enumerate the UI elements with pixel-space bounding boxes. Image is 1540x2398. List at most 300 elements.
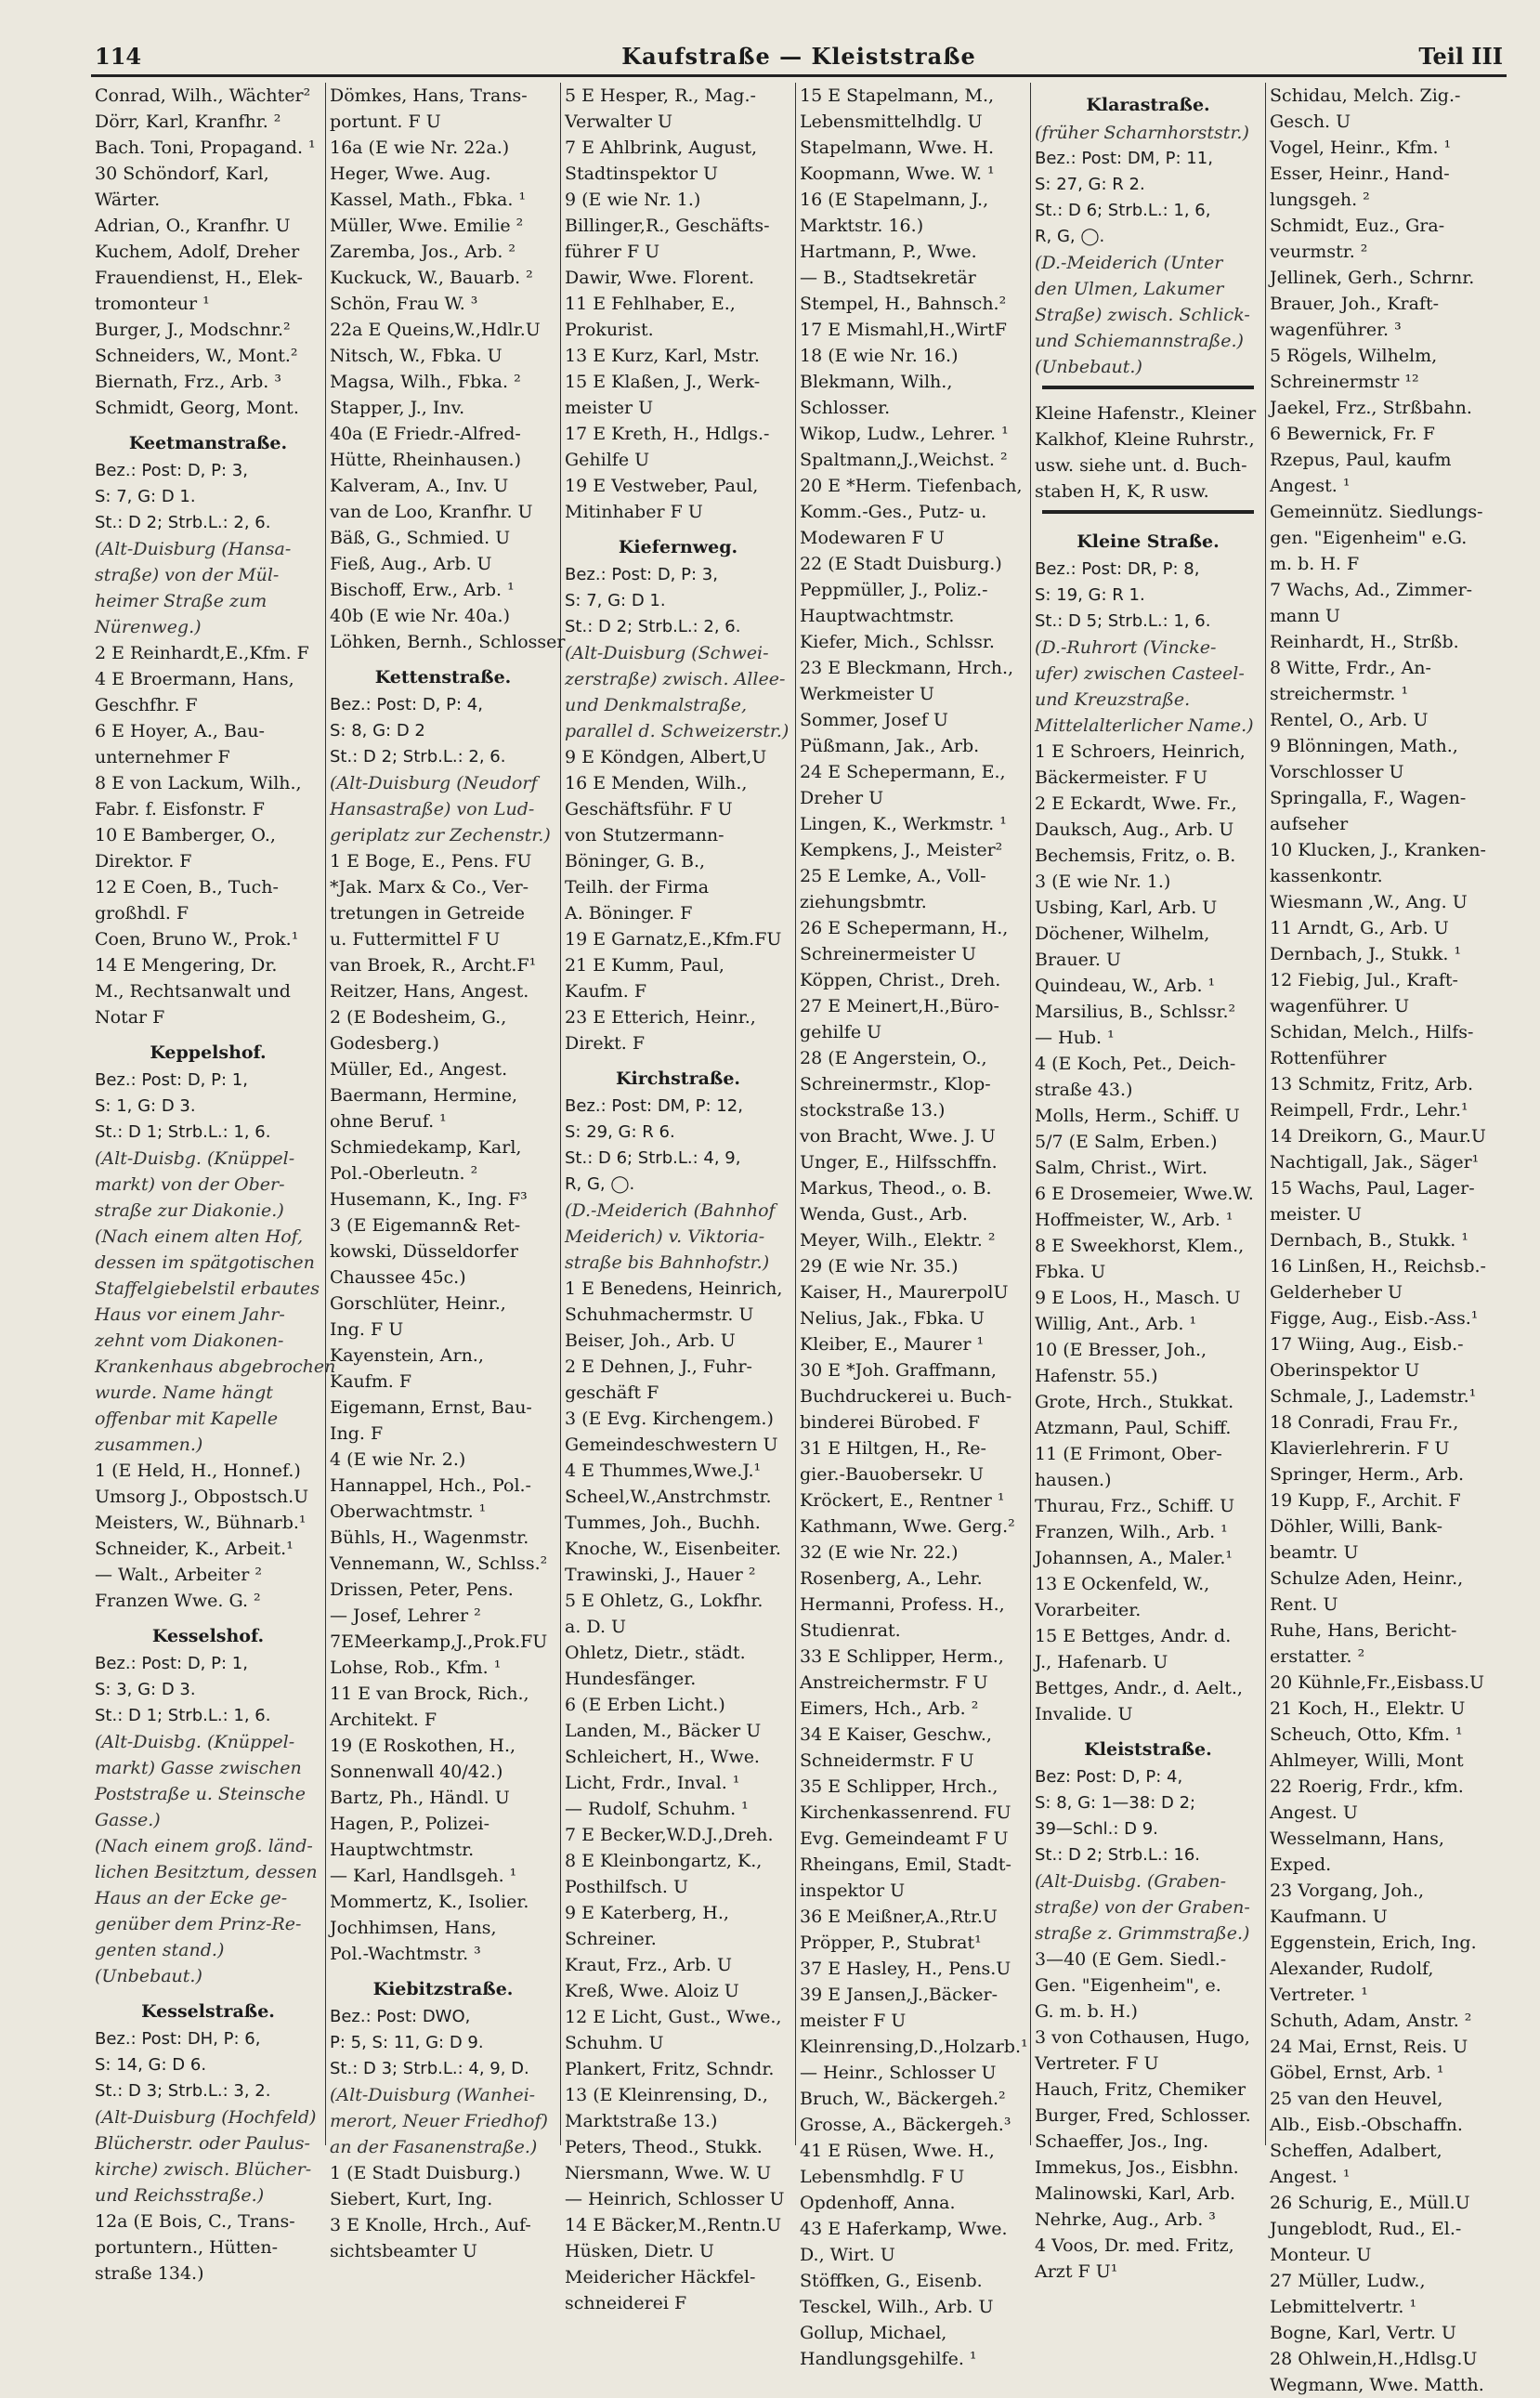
directory-entry: G. m. b. H.) — [1035, 2001, 1138, 2022]
directory-entry: 12 Fiebig, Jul., Kraft- — [1270, 970, 1458, 990]
directory-entry: 6 Bewernick, Fr. F — [1270, 424, 1435, 444]
directory-entry: tromonteur ¹ — [95, 294, 210, 314]
street-note: (Alt-Duisburg (Hansa- — [95, 539, 292, 559]
directory-entry: Werkmeister U — [800, 684, 934, 704]
directory-entry: 10 (E Bresser, Joh., — [1035, 1340, 1207, 1360]
directory-entry: Coen, Bruno W., Prok.¹ — [95, 929, 299, 950]
directory-entry: Stöffken, G., Eisenb. — [800, 2271, 983, 2291]
directory-entry: 37 E Hasley, H., Pens.U — [800, 1959, 1011, 1979]
directory-entry: 4 E Broermann, Hans, — [95, 669, 294, 689]
district-info: St.: D 1; Strb.L.: 1, 6. — [95, 1706, 271, 1725]
directory-entry: 33 E Schlipper, Herm., — [800, 1646, 1004, 1667]
directory-entry: Bischoff, Erw., Arb. ¹ — [330, 580, 515, 600]
directory-entry: Marktstraße 13.) — [565, 2111, 718, 2131]
directory-entry: Hauch, Fritz, Chemiker — [1035, 2079, 1246, 2100]
street-note: genüber dem Prinz-Re- — [95, 1914, 302, 1934]
directory-entry: gier.-Bauobersekr. U — [800, 1464, 984, 1485]
directory-entry: Kuchem, Adolf, Dreher — [95, 242, 300, 262]
directory-entry: kassenkontr. — [1270, 866, 1383, 886]
directory-entry: van de Loo, Kranfhr. U — [330, 502, 533, 522]
directory-entry: 3 (E wie Nr. 1.) — [1035, 871, 1171, 892]
column-3 — [561, 83, 796, 2313]
directory-entry: Burger, J., Modschnr.² — [95, 320, 291, 340]
directory-entry: Ahlmeyer, Willi, Mont — [1270, 1750, 1464, 1771]
directory-entry: Jochhimsen, Hans, — [330, 1918, 497, 1938]
directory-entry: Franzen Wwe. G. ² — [95, 1591, 261, 1611]
directory-entry: 35 E Schlipper, Hrch., — [800, 1776, 998, 1797]
directory-entry: 27 E Meinert,H.,Büro- — [800, 996, 999, 1016]
directory-entry: Bäckermeister. F U — [1035, 767, 1208, 788]
directory-entry: 1 E Schroers, Heinrich, — [1035, 741, 1246, 762]
section-divider — [1042, 510, 1254, 519]
directory-entry: Siebert, Kurt, Ing. — [330, 2189, 493, 2209]
street-note: straße bis Bahnhofstr.) — [565, 1252, 770, 1273]
directory-entry: Verwalter U — [565, 111, 672, 132]
directory-entry: Schön, Frau W. ³ — [330, 294, 478, 314]
directory-entry: Dauksch, Aug., Arb. U — [1035, 819, 1234, 840]
directory-entry: Oberinspektor U — [1270, 1360, 1420, 1381]
directory-entry: Schidan, Melch., Hilfs- — [1270, 1022, 1474, 1042]
directory-entry: Dömkes, Hans, Trans- — [330, 85, 528, 106]
directory-entry: Böninger, G. B., — [565, 851, 706, 871]
directory-entry: Angest. ¹ — [1270, 476, 1351, 496]
directory-entry: Dörr, Karl, Kranfhr. ² — [95, 111, 281, 132]
directory-entry: Niersmann, Wwe. W. U — [565, 2163, 772, 2183]
directory-entry: Rottenführer — [1270, 1048, 1387, 1068]
column-2 — [326, 83, 566, 2261]
district-info: S: 8, G: D 2 — [330, 721, 425, 740]
directory-entry: Marktstr. 16.) — [800, 216, 924, 236]
directory-entry: 30 E *Joh. Graffmann, — [800, 1360, 997, 1381]
directory-entry: Wärter. — [95, 190, 161, 210]
directory-entry: Chaussee 45c.) — [330, 1267, 466, 1288]
directory-entry: Schreinermeister U — [800, 944, 976, 964]
directory-entry: 18 Conradi, Frau Fr., — [1270, 1412, 1459, 1433]
directory-entry: Hundesfänger. — [565, 1669, 697, 1689]
directory-entry: — Heinr., Schlosser U — [800, 2063, 997, 2083]
directory-entry: Bechemsis, Fritz, o. B. — [1035, 845, 1236, 866]
directory-entry: Kröckert, E., Rentner ¹ — [800, 1490, 1005, 1511]
directory-entry: Plankert, Fritz, Schndr. — [565, 2059, 775, 2079]
directory-entry: m. b. H. F — [1270, 554, 1360, 574]
street-note: (Alt-Duisburg (Neudorf — [330, 773, 538, 793]
district-info: Bez.: Post: DM, P: 11, — [1035, 149, 1213, 168]
directory-entry: gen. "Eigenheim" e.G. — [1270, 528, 1468, 548]
directory-entry: Pröpper, P., Stubrat¹ — [800, 1933, 982, 1953]
directory-entry: 19 (E Roskothen, H., — [330, 1736, 516, 1756]
street-note: und Reichsstraße.) — [95, 2185, 265, 2206]
directory-entry: Nachtigall, Jak., Säger¹ — [1270, 1152, 1480, 1173]
street-note: und Schiemannstraße.) — [1035, 331, 1244, 351]
directory-entry: Tesckel, Wilh., Arb. U — [800, 2297, 994, 2317]
directory-entry: Bäß, G., Schmied. U — [330, 528, 511, 548]
directory-entry: Opdenhoff, Anna. — [800, 2193, 956, 2213]
directory-entry: schneiderei F — [565, 2293, 687, 2313]
directory-entry: Schlosser. — [800, 398, 891, 418]
directory-entry: 23 Vorgang, Joh., — [1270, 1880, 1425, 1901]
directory-entry: Willig, Ant., Arb. ¹ — [1035, 1314, 1197, 1334]
directory-entry: Drissen, Peter, Pens. — [330, 1579, 514, 1600]
directory-entry: 4 Voos, Dr. med. Fritz, — [1035, 2235, 1234, 2256]
directory-entry: Lebmittelvertr. ¹ — [1270, 2297, 1417, 2317]
directory-entry: Notar F — [95, 1007, 165, 1028]
directory-entry: Gesch. U — [1270, 111, 1351, 132]
directory-entry: Atzmann, Paul, Schiff. — [1035, 1418, 1232, 1438]
directory-entry: Pol.-Oberleutn. ² — [330, 1163, 478, 1184]
district-info: S: 7, G: D 1. — [95, 487, 196, 506]
directory-entry: meister F U — [800, 2011, 907, 2031]
directory-entry: 15 E Bettges, Andr. d. — [1035, 1626, 1232, 1646]
directory-entry: 28 (E Angerstein, O., — [800, 1048, 987, 1068]
directory-entry: Umsorg J., Obpostsch.U — [95, 1487, 309, 1507]
street-note: Nürenweg.) — [95, 617, 202, 637]
street-heading: Keppelshof. — [150, 1042, 267, 1063]
directory-entry: Springer, Herm., Arb. — [1270, 1464, 1465, 1485]
directory-entry: 19 E Vestweber, Paul, — [565, 476, 759, 496]
directory-entry: Schneiders, W., Mont.² — [95, 346, 298, 366]
directory-entry: — Karl, Handlsgeh. ¹ — [330, 1866, 517, 1886]
directory-entry: 21 Koch, H., Elektr. U — [1270, 1698, 1466, 1719]
directory-entry: Grote, Hrch., Stukkat. — [1035, 1392, 1234, 1412]
directory-entry: meister. U — [1270, 1204, 1363, 1225]
directory-entry: 27 Müller, Ludw., — [1270, 2271, 1426, 2291]
street-note: den Ulmen, Lakumer — [1035, 279, 1224, 299]
directory-entry: tretungen in Getreide — [330, 903, 525, 924]
directory-entry: ziehungsbmtr. — [800, 892, 927, 912]
directory-entry: Reitzer, Hans, Angest. — [330, 981, 529, 1002]
directory-entry: Esser, Heinr., Hand- — [1270, 164, 1450, 184]
directory-entry: Lebensmhdlg. F U — [800, 2167, 965, 2187]
directory-entry: Geschäftsführ. F U — [565, 799, 733, 819]
directory-entry: Sonnenwall 40/42.) — [330, 1762, 503, 1782]
district-info: Bez.: Post: D, P: 3, — [565, 565, 718, 584]
directory-entry: Bühls, H., Wagenmstr. — [330, 1527, 529, 1548]
directory-entry: Hafenstr. 55.) — [1035, 1366, 1158, 1386]
directory-entry: 16 E Menden, Wilh., — [565, 773, 748, 793]
column-4 — [796, 83, 1031, 2369]
section-divider — [1042, 386, 1254, 395]
directory-entry: 1 E Benedens, Heinrich, — [565, 1278, 783, 1299]
directory-entry: 7EMeerkamp,J.,Prok.FU — [330, 1631, 548, 1652]
directory-entry: 9 (E wie Nr. 1.) — [565, 190, 701, 210]
directory-entry: 3 (E Eigemann& Ret- — [330, 1215, 521, 1236]
directory-entry: 4 (E Koch, Pet., Deich- — [1035, 1054, 1236, 1074]
directory-entry: 3—40 (E Gem. Siedl.- — [1035, 1949, 1227, 1970]
directory-entry: Godesberg.) — [330, 1033, 439, 1054]
street-note: offenbar mit Kapelle — [95, 1409, 279, 1429]
directory-entry: Schuhm. U — [565, 2033, 664, 2053]
directory-entry: 6 E Hoyer, A., Bau- — [95, 721, 265, 741]
directory-entry: Tummes, Joh., Buchh. — [565, 1513, 761, 1533]
directory-entry: 23 E Etterich, Heinr., — [565, 1007, 756, 1028]
directory-entry: Vertreter. F U — [1035, 2053, 1159, 2074]
directory-entry: Ruhe, Hans, Bericht- — [1270, 1620, 1457, 1641]
directory-entry: 20 Kühnle,Fr.,Eisbass.U — [1270, 1672, 1485, 1693]
directory-entry: Lebensmittelhdlg. U — [800, 111, 983, 132]
directory-entry: Direkt. F — [565, 1033, 646, 1054]
street-note: geriplatz zur Zechenstr.) — [330, 825, 551, 845]
street-note: zerstraße) zwisch. Allee- — [565, 669, 786, 689]
directory-entry: Schmale, J., Lademstr.¹ — [1270, 1386, 1477, 1407]
directory-entry: Rosenberg, A., Lehr. — [800, 1568, 983, 1589]
directory-entry: Ing. F — [330, 1423, 384, 1444]
directory-entry: Heger, Wwe. Aug. — [330, 164, 491, 184]
directory-entry: — Josef, Lehrer ² — [330, 1605, 481, 1626]
directory-entry: 2 (E Bodesheim, G., — [330, 1007, 507, 1028]
directory-entry: Peppmüller, J., Poliz.- — [800, 580, 988, 600]
directory-entry: 18 (E wie Nr. 16.) — [800, 346, 959, 366]
directory-entry: Malinowski, Karl, Arb. — [1035, 2183, 1236, 2204]
street-note: Staffelgiebelstil erbautes — [95, 1278, 320, 1299]
directory-entry: 22 (E Stadt Duisburg.) — [800, 554, 1002, 574]
directory-entry: Johannsen, A., Maler.¹ — [1035, 1548, 1233, 1568]
directory-entry: 40a (E Friedr.-Alfred- — [330, 424, 521, 444]
directory-entry: 14 Dreikorn, G., Maur.U — [1270, 1126, 1486, 1147]
directory-entry: staben H, K, R usw. — [1035, 481, 1209, 502]
directory-entry: Dreher U — [800, 788, 884, 808]
district-info: Bez.: Post: DR, P: 8, — [1035, 559, 1200, 579]
directory-entry: Billinger,R., Geschäfts- — [565, 216, 770, 236]
directory-entry: 13 E Kurz, Karl, Mstr. — [565, 346, 760, 366]
street-heading: Kiefernweg. — [618, 537, 738, 557]
directory-entry: 12a (E Bois, C., Trans- — [95, 2211, 295, 2232]
directory-entry: Handlungsgehilfe. ¹ — [800, 2349, 977, 2369]
directory-entry: mann U — [1270, 606, 1340, 626]
street-note: Gasse.) — [95, 1810, 161, 1830]
directory-entry: portuntern., Hütten- — [95, 2237, 279, 2258]
directory-entry: Göbel, Ernst, Arb. ¹ — [1270, 2063, 1444, 2083]
district-info: Bez.: Post: D, P: 1, — [95, 1070, 248, 1090]
directory-entry: 9 E Katerberg, H., — [565, 1903, 729, 1923]
directory-entry: Schleichert, H., Wwe. — [565, 1747, 760, 1767]
street-note: heimer Straße zum — [95, 591, 268, 611]
directory-entry: 13 E Ockenfeld, W., — [1035, 1574, 1210, 1594]
district-info: St.: D 2; Strb.L.: 16. — [1035, 1845, 1201, 1865]
street-heading: Kiebitzstraße. — [372, 1979, 514, 1999]
directory-entry: Husemann, K., Ing. F³ — [330, 1189, 528, 1210]
district-info: Bez.: Post: DH, P: 6, — [95, 2029, 261, 2049]
street-note: (D.-Meiderich (Unter — [1035, 253, 1223, 273]
directory-entry: 41 E Rüsen, Wwe. H., — [800, 2141, 995, 2161]
directory-entry: 17 Wiing, Aug., Eisb.- — [1270, 1334, 1464, 1355]
directory-entry: 5 E Hesper, R., Mag.- — [565, 85, 756, 106]
directory-entry: Meisters, W., Bühnarb.¹ — [95, 1513, 307, 1533]
directory-entry: Schneider, K., Arbeit.¹ — [95, 1539, 294, 1559]
directory-entry: streichermstr. ¹ — [1270, 684, 1409, 704]
district-info: R, G, ◯. — [1035, 227, 1105, 246]
directory-entry: J., Hafenarb. U — [1035, 1652, 1168, 1672]
directory-entry: 13 (E Kleinrensing, D., — [565, 2085, 768, 2105]
directory-entry: Bogne, Karl, Vertr. U — [1270, 2323, 1456, 2343]
directory-entry: 11 Arndt, G., Arb. U — [1270, 918, 1449, 938]
directory-entry: 39 E Jansen,J.,Bäcker- — [800, 1985, 998, 2005]
directory-entry: Wikop, Ludw., Lehrer. ¹ — [800, 424, 1009, 444]
directory-entry: Bach. Toni, Propagand. ¹ — [95, 138, 316, 158]
directory-entry: 5 Rögels, Wilhelm, — [1270, 346, 1438, 366]
part-label: Teil III — [1418, 43, 1503, 70]
directory-entry: 14 E Bäcker,M.,Rentn.U — [565, 2215, 782, 2235]
directory-entry: Hauptwachtmstr. — [800, 606, 955, 626]
directory-entry: Biernath, Frz., Arb. ³ — [95, 372, 281, 392]
directory-entry: Magsa, Wilh., Fbka. ² — [330, 372, 521, 392]
directory-entry: Spaltmann,J.,Weichst. ² — [800, 450, 1008, 470]
directory-entry: Posthilfsch. U — [565, 1877, 688, 1897]
directory-entry: Fbka. U — [1035, 1262, 1106, 1282]
directory-entry: aufseher — [1270, 814, 1349, 834]
directory-entry: 11 E van Brock, Rich., — [330, 1684, 529, 1704]
directory-entry: 1 E Boge, E., Pens. FU — [330, 851, 532, 871]
directory-entry: van Broek, R., Archt.F¹ — [330, 955, 537, 976]
street-note: (Nach einem groß. länd- — [95, 1836, 313, 1856]
directory-entry: führer F U — [565, 242, 660, 262]
directory-entry: Ing. F U — [330, 1319, 404, 1340]
directory-entry: Schuhmachermstr. U — [565, 1304, 754, 1325]
directory-entry: Scheuch, Otto, Kfm. ¹ — [1270, 1724, 1463, 1745]
directory-entry: 16 Linßen, H., Reichsb.- — [1270, 1256, 1486, 1277]
directory-entry: Schreiner. — [565, 1929, 657, 1949]
directory-entry: — B., Stadtsekretär — [800, 268, 976, 288]
directory-entry: Geschfhr. F — [95, 695, 198, 715]
district-info: St.: D 5; Strb.L.: 1, 6. — [1035, 611, 1211, 631]
directory-entry: Immekus, Jos., Eisbhn. — [1035, 2157, 1239, 2178]
directory-entry: von Stutzermann- — [565, 825, 724, 845]
directory-entry: Bruch, W., Bäckergeh.² — [800, 2089, 1006, 2109]
street-note: ufer) zwischen Casteel- — [1035, 663, 1245, 684]
directory-entry: Vogel, Heinr., Kfm. ¹ — [1270, 138, 1452, 158]
directory-entry: Reimpell, Frdr., Lehr.¹ — [1270, 1100, 1468, 1120]
directory-entry: portunt. F U — [330, 111, 441, 132]
district-info: St.: D 2; Strb.L.: 2, 6. — [330, 747, 506, 767]
directory-entry: 14 E Mengering, Dr. — [95, 955, 278, 976]
street-note: Meiderich) v. Viktoria- — [565, 1226, 765, 1247]
directory-entry: Kraut, Frz., Arb. U — [565, 1955, 733, 1975]
directory-entry: Nehrke, Aug., Arb. ³ — [1035, 2209, 1216, 2230]
directory-entry: Jaekel, Frz., Strßbahn. — [1270, 398, 1472, 418]
directory-entry: 22a E Queins,W.,Hdlr.U — [330, 320, 541, 340]
district-info: S: 19, G: R 1. — [1035, 585, 1145, 605]
directory-entry: Eigemann, Ernst, Bau- — [330, 1397, 532, 1418]
column-5 — [1031, 83, 1266, 2282]
directory-entry: Markus, Theod., o. B. — [800, 1178, 992, 1199]
directory-entry: binderei Bürobed. F — [800, 1412, 980, 1433]
street-note: markt) von der Ober- — [95, 1174, 285, 1195]
directory-entry: Hagen, P., Polizei- — [330, 1814, 490, 1834]
street-note: wurde. Name hängt — [95, 1382, 273, 1403]
directory-entry: Gen. "Eigenheim", e. — [1035, 1975, 1221, 1996]
directory-entry: Klavierlehrerin. F U — [1270, 1438, 1450, 1459]
directory-entry: Modewaren F U — [800, 528, 945, 548]
directory-entry: 22 Roerig, Frdr., kfm. — [1270, 1776, 1464, 1797]
page-title: Kaufstraße — Kleiststraße — [621, 43, 976, 70]
street-heading: Kesselstraße. — [141, 2001, 275, 2022]
street-note: straße) von der Graben- — [1035, 1897, 1250, 1918]
directory-entry: 21 E Kumm, Paul, — [565, 955, 724, 976]
street-note: (D.-Ruhrort (Vincke- — [1035, 637, 1217, 658]
district-info: Bez.: Post: DWO, — [330, 2007, 471, 2026]
directory-entry: Schreinermstr ¹² — [1270, 372, 1419, 392]
directory-entry: Angest. U — [1270, 1802, 1358, 1823]
directory-entry: hausen.) — [1035, 1470, 1112, 1490]
street-note: (Nach einem alten Hof, — [95, 1226, 304, 1247]
directory-entry: Kuckuck, W., Bauarb. ² — [330, 268, 533, 288]
directory-entry: 23 E Bleckmann, Hrch., — [800, 658, 1014, 678]
directory-entry: Gelderheber U — [1270, 1282, 1403, 1303]
directory-entry: Rzepus, Paul, kaufm — [1270, 450, 1452, 470]
street-note: (früher Scharnhorststr.) — [1035, 123, 1249, 143]
directory-entry: Grosse, A., Bäckergeh.³ — [800, 2115, 1011, 2135]
directory-entry: 25 E Lemke, A., Voll- — [800, 866, 986, 886]
directory-entry: 25 van den Heuvel, — [1270, 2089, 1443, 2109]
district-info: S: 3, G: D 3. — [95, 1680, 196, 1699]
directory-entry: 32 (E wie Nr. 22.) — [800, 1542, 959, 1563]
directory-entry: Bettges, Andr., d. Aelt., — [1035, 1678, 1243, 1698]
directory-entry: erstatter. ² — [1270, 1646, 1365, 1667]
directory-entry: Ohletz, Dietr., städt. — [565, 1643, 746, 1663]
directory-entry: Jellinek, Gerh., Schrnr. — [1270, 268, 1475, 288]
directory-entry: 2 E Eckardt, Wwe. Fr., — [1035, 793, 1237, 814]
directory-entry: Lohse, Rob., Kfm. ¹ — [330, 1658, 502, 1678]
directory-entry: von Bracht, Wwe. J. U — [800, 1126, 996, 1147]
directory-entry: 3 von Cothausen, Hugo, — [1035, 2027, 1250, 2048]
directory-entry: 29 (E wie Nr. 35.) — [800, 1256, 959, 1277]
directory-entry: Vorarbeiter. — [1035, 1600, 1142, 1620]
street-note: merort, Neuer Friedhof) — [330, 2111, 548, 2131]
directory-entry: Studienrat. — [800, 1620, 901, 1641]
directory-entry: 15 E Stapelmann, M., — [800, 85, 995, 106]
directory-entry: Bartz, Ph., Händl. U — [330, 1788, 510, 1808]
street-note: parallel d. Schweizerstr.) — [565, 721, 790, 741]
directory-entry: Stapper, J., Inv. — [330, 398, 465, 418]
directory-entry: Hüsken, Dietr. U — [565, 2241, 714, 2261]
street-note: (D.-Meiderich (Bahnhof — [565, 1200, 776, 1221]
directory-entry: Schaeffer, Jos., Ing. — [1035, 2131, 1209, 2152]
directory-entry: usw. siehe unt. d. Buch- — [1035, 455, 1247, 476]
directory-entry: 12 E Licht, Gust., Wwe., — [565, 2007, 782, 2027]
directory-entry: Kayenstein, Arn., — [330, 1345, 484, 1366]
directory-entry: Buchdruckerei u. Buch- — [800, 1386, 1012, 1407]
directory-entry: Alexander, Rudolf, — [1270, 1959, 1434, 1979]
directory-entry: Kaufm. F — [565, 981, 647, 1002]
directory-entry: 2 E Dehnen, J., Fuhr- — [565, 1356, 752, 1377]
directory-entry: Dernbach, J., Stukk. ¹ — [1270, 944, 1462, 964]
directory-entry: Trawinski, J., Hauer ² — [565, 1565, 756, 1585]
directory-entry: 24 E Schepermann, E., — [800, 762, 1006, 782]
street-note: Mittelalterlicher Name.) — [1035, 715, 1254, 736]
directory-entry: unternehmer F — [95, 747, 230, 767]
street-note: (Alt-Duisburg (Schwei- — [565, 643, 769, 663]
directory-entry: wagenführer. U — [1270, 996, 1410, 1016]
street-note: (Alt-Duisburg (Wanhei- — [330, 2085, 536, 2105]
directory-entry: 11 (E Frimont, Ober- — [1035, 1444, 1222, 1464]
street-heading: Keetmanstraße. — [128, 433, 288, 453]
directory-entry: 30 Schöndorf, Karl, — [95, 164, 269, 184]
district-info: St.: D 6; Strb.L.: 1, 6, — [1035, 201, 1211, 220]
directory-entry: 16 (E Stapelmann, J., — [800, 190, 989, 210]
directory-entry: 9 Blönningen, Math., — [1270, 736, 1458, 756]
directory-entry: Gemeinnütz. Siedlungs- — [1270, 502, 1483, 522]
directory-entry: stockstraße 13.) — [800, 1100, 946, 1120]
directory-entry: Beiser, Joh., Arb. U — [565, 1330, 736, 1351]
directory-entry: Kaiser, H., MaurerpolU — [800, 1282, 1009, 1303]
directory-entry: Schmidt, Georg, Mont. — [95, 398, 299, 418]
directory-entry: Zaremba, Jos., Arb. ² — [330, 242, 516, 262]
street-note: straße zur Diakonie.) — [95, 1200, 284, 1221]
street-note: Poststraße u. Steinsche — [95, 1784, 307, 1804]
directory-entry: Franzen, Wilh., Arb. ¹ — [1035, 1522, 1228, 1542]
district-info: Bez: Post: D, P: 4, — [1035, 1767, 1183, 1787]
directory-entry: M., Rechtsanwalt und — [95, 981, 291, 1002]
directory-entry: Eimers, Hch., Arb. ² — [800, 1698, 979, 1719]
